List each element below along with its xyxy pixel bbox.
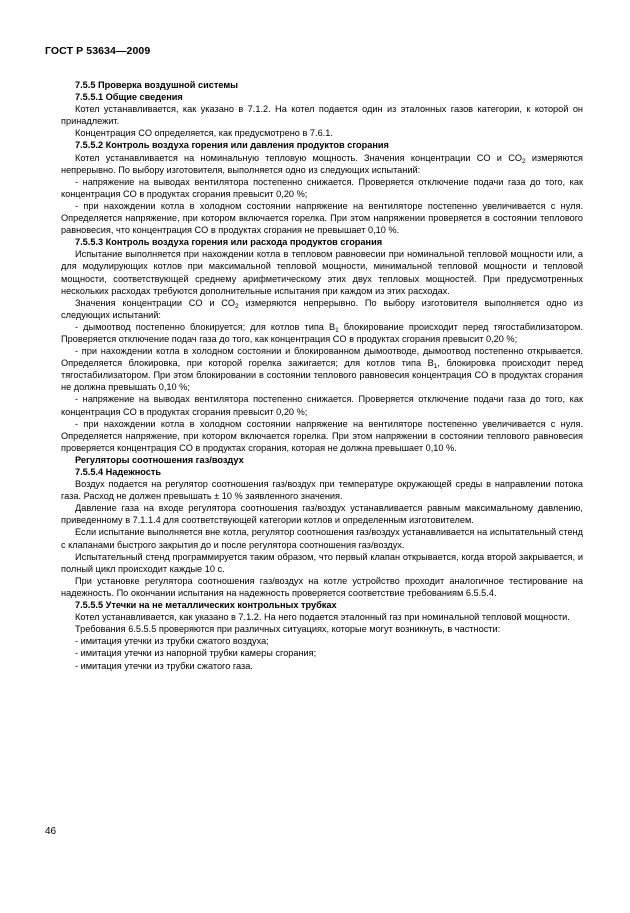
section-heading: 7.5.5.4 Надежность: [75, 467, 162, 477]
document-body: [61, 79, 583, 672]
paragraph: Концентрация CO определяется, как предусмотрено в 7.6.1.: [75, 128, 333, 139]
paragraph: - напряжение на выводах вентилятора постепенно снижается. Проверяется отключение подачи газа до того, как концентрация CO в продуктах сгорания превысит 0,20 %;: [61, 176, 583, 199]
paragraph: Котел устанавливается, как указано в 7.1.2. На него подается эталонный газ при номинальной тепловой мощности.: [75, 612, 570, 623]
paragraph: - дымоотвод постепенно блокируется; для котлов типа $B_1$ блокирование происходит перед тягостабилизатором. Проверяется отключение подач газа до того, как концентрация CO в продуктах сгорания превысит 0,20 %;: [61, 321, 584, 344]
paragraph: - имитация утечки из трубки сжатого газа.: [75, 660, 253, 671]
paragraph: - при нахождении котла в холодном состоянии напряжение на вентиляторе постепенно увеличивается с нуля. Определяется напряжение, при котором включается горелка. При этом напряжении в состоянии теплового равновесия проверяется концентрация CO в продуктах сгорания, которая не должна превышает 0,10 %.: [61, 418, 583, 453]
paragraph: - имитация утечки из напорной трубки камеры сгорания;: [75, 648, 317, 659]
section-heading: 7.5.5.2 Контроль воздуха горения или давления продуктов сгорания: [75, 140, 389, 151]
section-heading: 7.5.5.1 Общие сведения: [75, 92, 183, 103]
section-heading: 7.5.5.3 Контроль воздуха горения или расхода продуктов сгорания: [75, 237, 383, 248]
paragraph: - при нахождении котла в холодном состоянии и блокированном дымоотводе, дымоотвод постепенно открывается. Определяется блокировка, при которой горелка зажигается; для котлов типа $B_1$, блокировка происходит перед тягостабилизатором. При этом блокировании в состоянии теплового равновесия концентрация CO в продуктах сгорания не должна превышать 0,10 %;: [61, 346, 583, 393]
section-heading: Регуляторы соотношения газ/воздух: [75, 454, 244, 465]
paragraph: - имитация утечки из трубки сжатого воздуха;: [75, 636, 269, 647]
paragraph: Котел устанавливается на номинальную тепловую мощность. Значения концентрации CO и $CO_2$ измеряются непрерывно. По выбору изготовителя, выполняется одно из следующих испытаний:: [61, 152, 583, 175]
paragraph: - при нахождении котла в холодном состоянии напряжение на вентиляторе постепенно увеличивается с нуля. Определяется напряжение, при котором включается горелка. При этом напряжении проверяется в состоянии теплового равновесия, что концентрация CO в продуктах сгорания не превышает 0,10 %.: [61, 200, 583, 236]
paragraph: - напряжение на выводах вентилятора постепенно снижается. Проверяется отключение подачи газа до того, как концентрация CO в продуктах сгорания превысит 0,20 %;: [61, 394, 583, 417]
document-header: ГОСТ Р 53634—2009: [45, 45, 151, 57]
paragraph: Давление газа на входе регулятора соотношения газ/воздух устанавливается равным максимальному давлению, приведенному в 7.1.1.4 для соответствующей категории котлов и определенным изготовителем.: [61, 503, 583, 526]
section-heading: 7.5.5.5 Утечки на не металлических контрольных трубках: [75, 600, 337, 611]
paragraph: Испытательный стенд программируется таким образом, что первый клапан открывается, когда второй закрывается, и полный цикл происходит каждые 10 с.: [61, 551, 583, 574]
paragraph: При установке регулятора соотношения газ/воздух на котле устройство проходит аналогичное тестирование на надежность. По окончании испытания на надежность проверяется соответствие требованиям 6.5.5.4.: [61, 575, 583, 598]
paragraph: Воздух подается на регулятор соотношения газ/воздух при температуре окружающей среды в направлении потока газа. Расход не должен превышать ± 10 % заявленного значения.: [61, 479, 583, 502]
paragraph: Испытание выполняется при нахождении котла в тепловом равновесии при номинальной тепловой мощности или, а для модулирующих котлов при максимальной тепловой мощности, минимальной тепловой мощности и тепловой мощности, соответствующей среднему арифметическому этих двух тепловых мощностей. При предусмотренных нескольких расходах требуются дополнительные испытания при каждом из этих расходах.: [61, 249, 583, 296]
section-heading: 7.5.5 Проверка воздушной системы: [75, 80, 238, 90]
paragraph: Котел устанавливается, как указано в 7.1.2. На котел подается один из эталонных газов категории, к которой он принадлежит.: [61, 104, 583, 127]
paragraph: Требования 6.5.5.5 проверяются при различных ситуациях, которые могут возникнуть, в частности:: [75, 624, 501, 635]
page-number: 46: [45, 826, 57, 837]
paragraph: Значения концентрации CO и $CO_2$ измеряются непрерывно. По выбору изготовителя выполняется одно из следующих испытаний:: [61, 297, 583, 320]
paragraph: Если испытание выполняется вне котла, регулятор соотношения газ/воздух устанавливается на испытательный стенд с клапанами быстрого закрытия до и после регулятора соотношения газ/воздух.: [61, 527, 583, 550]
